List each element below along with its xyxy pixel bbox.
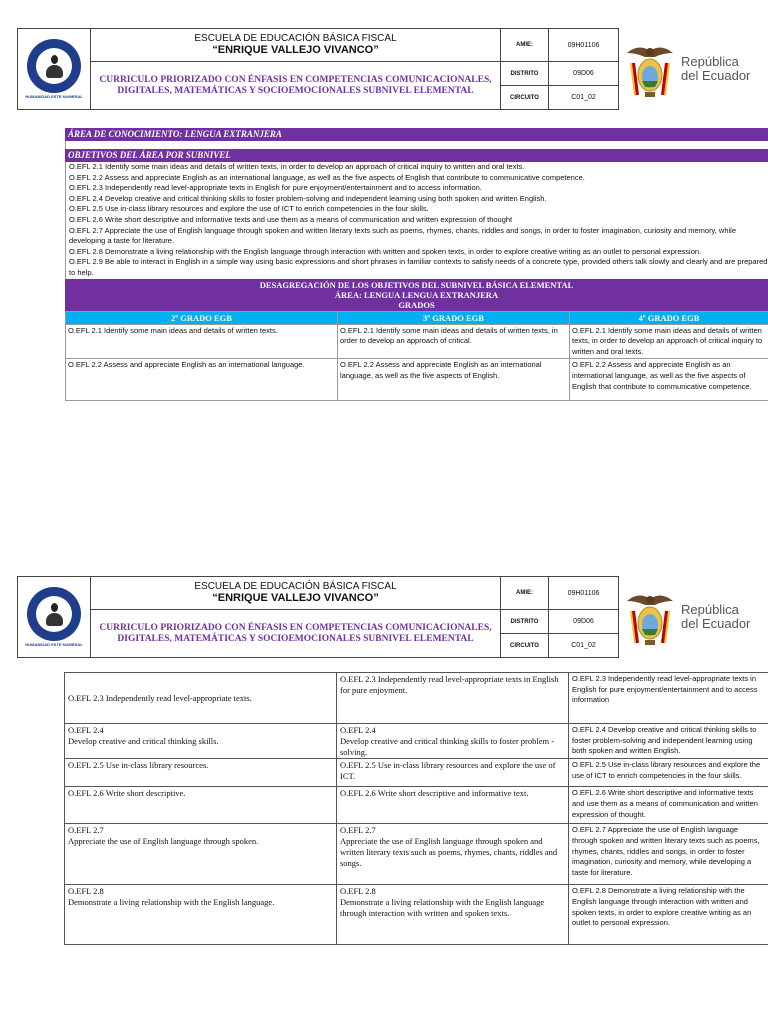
table-row (66, 324, 768, 359)
grade-cell: O.EFL 2.6 Write short descriptive. (65, 787, 337, 824)
objective-item: O.EFL 2.3 Independently read level-appropriate texts in English for pure enjoyment/entertainment and to access information. (69, 183, 482, 193)
objectives-section (65, 128, 768, 401)
republica-line-1: República (681, 602, 739, 617)
objective-item: O.EFL 2.8 Demonstrate a living relationship with the English language through interaction with written and spoken texts, in order to explore creative writing as an outlet to personal expression. (69, 246, 702, 256)
amie-value: 09H01106 (549, 29, 619, 62)
circuito-label: CIRCUITO (501, 86, 549, 110)
curriculum-title: CURRICULO PRIORIZADO CON ÉNFASIS EN COMPETENCIAS COMUNICACIONALES, DIGITALES, MATEMÁTICAS Y SOCIOEMOCIONALES SUBNIVEL ELEMENTAL (91, 62, 501, 110)
grade-header-2: 2º GRADO EGB (66, 311, 338, 324)
disag-grades: GRADOS (398, 299, 435, 310)
school-name: “ENRIQUE VALLEJO VIVANCO” (212, 592, 379, 604)
disag-title: DESAGREGACIÓN DE LOS OBJETIVOS DEL SUBNIVEL BÁSICA ELEMENTAL (259, 279, 574, 290)
grade-cell: O.EFL 2.4 Develop creative and critical thinking skills to foster problem - solving. (337, 724, 569, 759)
grade-cell: O.EFL 2.4 Develop creative and critical thinking skills. (65, 724, 337, 759)
grade-cell: O.EFL 2.2 Assess and appreciate English as an international language, as well as the five aspects of English. (338, 359, 570, 401)
seal-caption: HUMANIDAD ESTE NUMERAL (25, 94, 83, 99)
grade-cell: O.EFL 2.8 Demonstrate a living relationship with the English language through interaction with written and spoken texts, in order to explore creative writing as an outlet to personal expression. (569, 885, 768, 945)
circuito-value: C01_02 (549, 634, 619, 658)
objective-item: O.EFL 2.4 Develop creative and critical thinking skills to foster problem-solving and independent learning using both spoken and written English. (69, 193, 547, 203)
objectives-title: OBJETIVOS DEL ÁREA POR SUBNIVEL (65, 149, 768, 162)
circuito-label: CIRCUITO (501, 634, 549, 658)
school-title-cell (91, 29, 501, 62)
grade-header-3: 3º GRADO EGB (338, 311, 570, 324)
school-line: ESCUELA DE EDUCACIÓN BÁSICA FISCAL (194, 581, 397, 592)
school-seal-logo (27, 39, 81, 93)
amie-value: 09H01106 (549, 577, 619, 610)
objective-item: O.EFL 2.2 Assess and appreciate English as an international language, as well as the five aspects of English that contribute to communicative competence. (69, 172, 585, 182)
republica-logo-cell (619, 29, 768, 110)
grade-cell: O.EFL 2.6 Write short descriptive and informative texts and use them as a means of communication and written expression of thought. (569, 787, 768, 824)
school-line: ESCUELA DE EDUCACIÓN BÁSICA FISCAL (194, 33, 397, 44)
spacer-row (65, 141, 768, 149)
objectives-list (65, 162, 768, 279)
republica-line-2: del Ecuador (681, 616, 751, 631)
grade-cell: O.EFL 2.5 Use in-class library resources and explore the use of ICT. (337, 759, 569, 787)
table-row (65, 824, 768, 885)
grade-cell: O.EFL 2.7 Appreciate the use of English language through spoken and written literary texts such as poems, rhymes, chants, riddles and songs. (337, 824, 569, 885)
ecuador-coat-of-arms-icon (625, 587, 675, 647)
objectives-detail-table (64, 672, 768, 945)
school-seal-logo (27, 587, 81, 641)
amie-label: AMIE: (501, 29, 549, 62)
grade-cell: O.EFL 2.3 Independently read level-appropriate texts in English for pure enjoyment. (337, 673, 569, 724)
objective-item: O.EFL 2.7 Appreciate the use of English language through spoken and written literary texts such as poems, rhymes, chants, riddles and songs, in order to foster imagination, curiosity and memory, while developing a taste for literature. (69, 225, 737, 246)
grades-table (65, 311, 768, 402)
area-title: ÁREA DE CONOCIMIENTO: LENGUA EXTRANJERA (65, 128, 768, 141)
circuito-value: C01_02 (549, 86, 619, 110)
table-row (65, 759, 768, 787)
objective-item: O.EFL 2.5 Use in-class library resources and explore the use of ICT to enrich competencies in the four skills. (69, 204, 429, 214)
page-header-1 (17, 28, 768, 110)
grade-cell: O.EFL 2.7 Appreciate the use of English language through spoken and written literary texts such as poems, rhymes, chants, riddles and songs, in order to foster imagination, curiosity and memory, while developing a taste for literature. (569, 824, 768, 885)
grade-cell: O.EFL 2.8 Demonstrate a living relationship with the English language through interaction with written and spoken texts. (337, 885, 569, 945)
grade-cell: O.EFL 2.4 Develop creative and critical thinking skills to foster problem-solving and independent learning using both spoken and written English. (569, 724, 768, 759)
table-row (65, 885, 768, 945)
seal-caption: HUMANIDAD ESTE NUMERAL (25, 642, 83, 647)
objective-item: O.EFL 2.6 Write short descriptive and informative texts and use them as a means of communication and written expression of thought (69, 214, 513, 224)
grade-cell: O.EFL 2.8 Demonstrate a living relationship with the English language. (65, 885, 337, 945)
grade-cell: O.EFL 2.1 Identify some main ideas and details of written texts. (66, 324, 338, 359)
amie-label: AMIE: (501, 577, 549, 610)
objective-item: O.EFL 2.9 Be able to interact in English in a simple way using basic expressions and short phrases in familiar contexts to satisfy needs of a concrete type, provided others talk slowly and clearly and are prepared to help. (69, 257, 768, 277)
grade-header-4: 4º GRADO EGB (570, 311, 768, 324)
republica-line-1: República (681, 54, 739, 69)
grade-cell: O.EFL 2.3 Independently read level-appropriate texts. (65, 673, 337, 724)
disag-area: ÁREA: LENGUA LENGUA EXTRANJERA (334, 289, 499, 300)
grade-cell: O.EFL 2.2 Assess and appreciate English as an international language. (66, 359, 338, 401)
table-row (65, 724, 768, 759)
disaggregation-header (65, 279, 768, 311)
school-name: “ENRIQUE VALLEJO VIVANCO” (212, 44, 379, 56)
grade-cell: O.EFL 2.6 Write short descriptive and informative text. (337, 787, 569, 824)
republica-logo-cell (619, 577, 768, 658)
grade-cell: O.EFL 2.3 Independently read level-appropriate texts in English for pure enjoyment/entertainment and to access information (569, 673, 768, 724)
grade-cell: O.EFL 2.1 Identify some main ideas and details of written texts, in order to develop an approach of critical inquiry to written and oral texts. (570, 324, 768, 359)
grade-cell: O.EFL 2.5 Use in-class library resources. (65, 759, 337, 787)
distrito-value: 09D06 (549, 62, 619, 86)
school-seal-cell (18, 29, 91, 110)
distrito-value: 09D06 (549, 610, 619, 634)
grade-cell: O.EFL 2.5 Use in-class library resources and explore the use of ICT to enrich competencies in the four skills. (569, 759, 768, 787)
republica-line-2: del Ecuador (681, 68, 751, 83)
objective-item: O.EFL 2.1 Identify some main ideas and details of written texts, in order to develop an approach of critical inquiry to written and oral texts. (69, 162, 525, 171)
grade-cell: O.EFL 2.7 Appreciate the use of English language through spoken. (65, 824, 337, 885)
grade-cell: O.EFL 2.1 Identify some main ideas and details of written texts, in order to develop an approach of critical. (338, 324, 570, 359)
table-row (66, 359, 768, 401)
school-seal-cell (18, 577, 91, 658)
grade-cell: O.EFL 2.2 Assess and appreciate English as an international language, as well as the five aspects of English that contribute to communicative competence. (570, 359, 768, 401)
page-header-2 (17, 576, 768, 658)
distrito-label: DISTRITO (501, 62, 549, 86)
table-row (65, 787, 768, 824)
table-row (65, 673, 768, 724)
school-title-cell (91, 577, 501, 610)
curriculum-title: CURRICULO PRIORIZADO CON ÉNFASIS EN COMPETENCIAS COMUNICACIONALES, DIGITALES, MATEMÁTICAS Y SOCIOEMOCIONALES SUBNIVEL ELEMENTAL (91, 610, 501, 658)
distrito-label: DISTRITO (501, 610, 549, 634)
ecuador-coat-of-arms-icon (625, 39, 675, 99)
